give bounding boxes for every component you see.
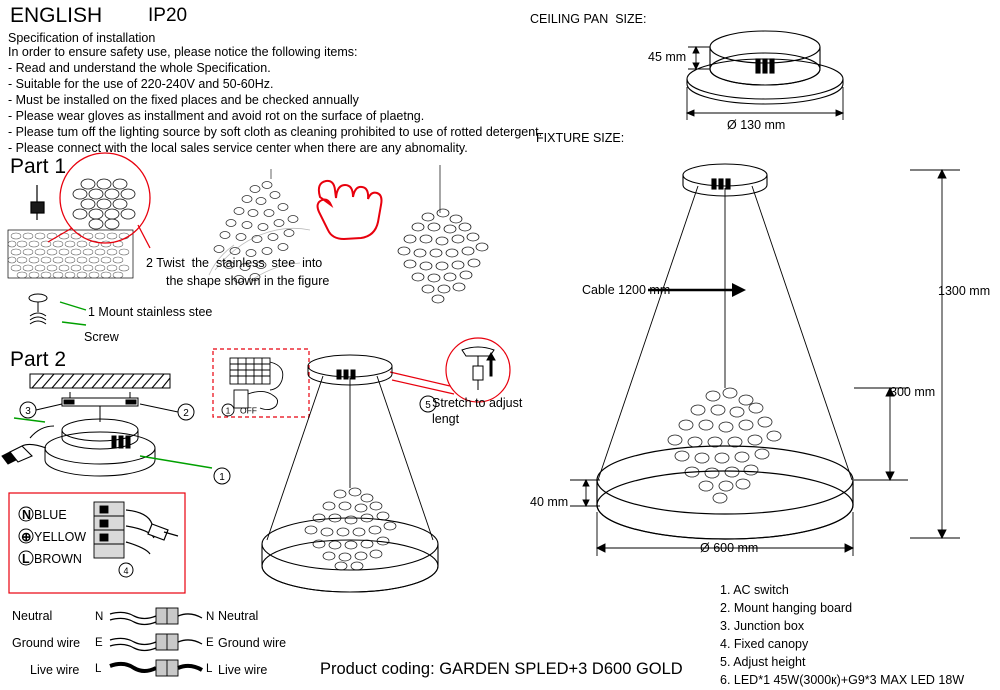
terminal-right-bottom: Live wire (218, 663, 268, 677)
terminal-left-top: Neutral (12, 609, 53, 623)
language-label: ENGLISH (10, 4, 103, 27)
ring-height-label: 40 mm (530, 495, 569, 509)
drop-height-label: 300 mm (890, 385, 936, 399)
terminal-right-top: Neutral (218, 609, 259, 623)
legend-item-0: 1. AC switch (720, 583, 789, 597)
part1-title: Part 1 (10, 155, 67, 178)
legend-item-4: 5. Adjust height (720, 655, 806, 669)
spec-item-5: - Please connect with the local sales service center when there are any abnomality. (8, 141, 468, 155)
fixture-diameter-label: Ø 600 mm (700, 541, 759, 555)
ceiling-pan-height: 45 mm (648, 50, 687, 64)
terminal-block-wires (108, 604, 208, 684)
terminal-left-letter-l: L (95, 663, 102, 675)
wiring-label-1: YELLOW (34, 530, 87, 544)
step1-label: 1 Mount stainless stee (88, 305, 213, 319)
wiring-label-2: BROWN (34, 552, 82, 566)
svg-text:OFF: OFF (240, 405, 257, 416)
terminal-right-letter-l: L (206, 663, 213, 675)
svg-text:3: 3 (25, 406, 31, 417)
spec-item-1: - Suitable for the use of 220-240V and 50-60Hz. (8, 77, 274, 91)
terminal-left-bottom: Live wire (30, 663, 80, 677)
terminal-left-letter-n: N (95, 611, 104, 623)
step5-line2: lengt (432, 412, 460, 426)
step5-line1: Stretch to adjust (432, 396, 523, 410)
terminal-right-letter-n: N (206, 611, 215, 623)
terminal-left-middle: Ground wire (12, 636, 81, 650)
spec-item-3: - Please wear gloves as installment and avoid rot on the surface of plaetng. (8, 109, 425, 123)
step2-line2: the shape shown in the figure (166, 274, 330, 288)
pendant-center-drawing (245, 348, 545, 608)
fixture-drawing (530, 150, 1000, 570)
spec-item-2: - Must be installed on the fixed places and be checked annually (8, 93, 359, 107)
step5-number: 5 (425, 400, 431, 411)
legend-item-5: 6. LED*1 45W(3000к)+G9*3 MAX LED 18W (720, 673, 965, 687)
ceiling-pan-title: CEILING PAN SIZE: (530, 12, 647, 26)
spec-item-4: - Please tum off the lighting source by soft cloth as cleaning prohibited to use of rotted detergent. (8, 125, 543, 139)
step2-line1: 2 Twist the stainless stee into (146, 256, 323, 270)
legend-item-2: 3. Junction box (720, 619, 805, 633)
ceiling-pan-diameter: Ø 130 mm (727, 118, 786, 132)
total-height-label: 1300 mm (938, 284, 991, 298)
wiring-symbol-0: N (22, 508, 32, 522)
svg-text:1: 1 (225, 406, 231, 416)
product-coding: Product coding: GARDEN SPLED+3 D600 GOLD (320, 660, 683, 678)
terminal-right-letter-e: E (206, 637, 214, 649)
part2-title: Part 2 (10, 348, 67, 371)
ip-rating-label: IP20 (148, 5, 188, 26)
svg-text:1: 1 (219, 472, 225, 483)
screw-label: Screw (84, 330, 119, 344)
terminal-right-middle: Ground wire (218, 636, 287, 650)
spec-intro: In order to ensure safety use, please notice the following items: (8, 45, 358, 59)
hand-pointing-diagram (310, 165, 500, 310)
wiring-label-0: BLUE (34, 508, 67, 522)
cable-length-label: Cable 1200 mm (582, 283, 671, 297)
spec-title: Specification of installation (8, 31, 156, 45)
wiring-symbol-2: L (22, 552, 30, 566)
wiring-symbol-1: ⊕ (21, 530, 32, 544)
legend-item-3: 4. Fixed canopy (720, 637, 809, 651)
fixture-title: FIXTURE SIZE: (536, 131, 625, 145)
legend-item-1: 2. Mount hanging board (720, 601, 853, 615)
svg-text:2: 2 (183, 408, 189, 419)
svg-text:4: 4 (123, 566, 129, 576)
terminal-left-letter-e: E (95, 637, 103, 649)
spec-item-0: - Read and understand the whole Specification. (8, 61, 271, 75)
